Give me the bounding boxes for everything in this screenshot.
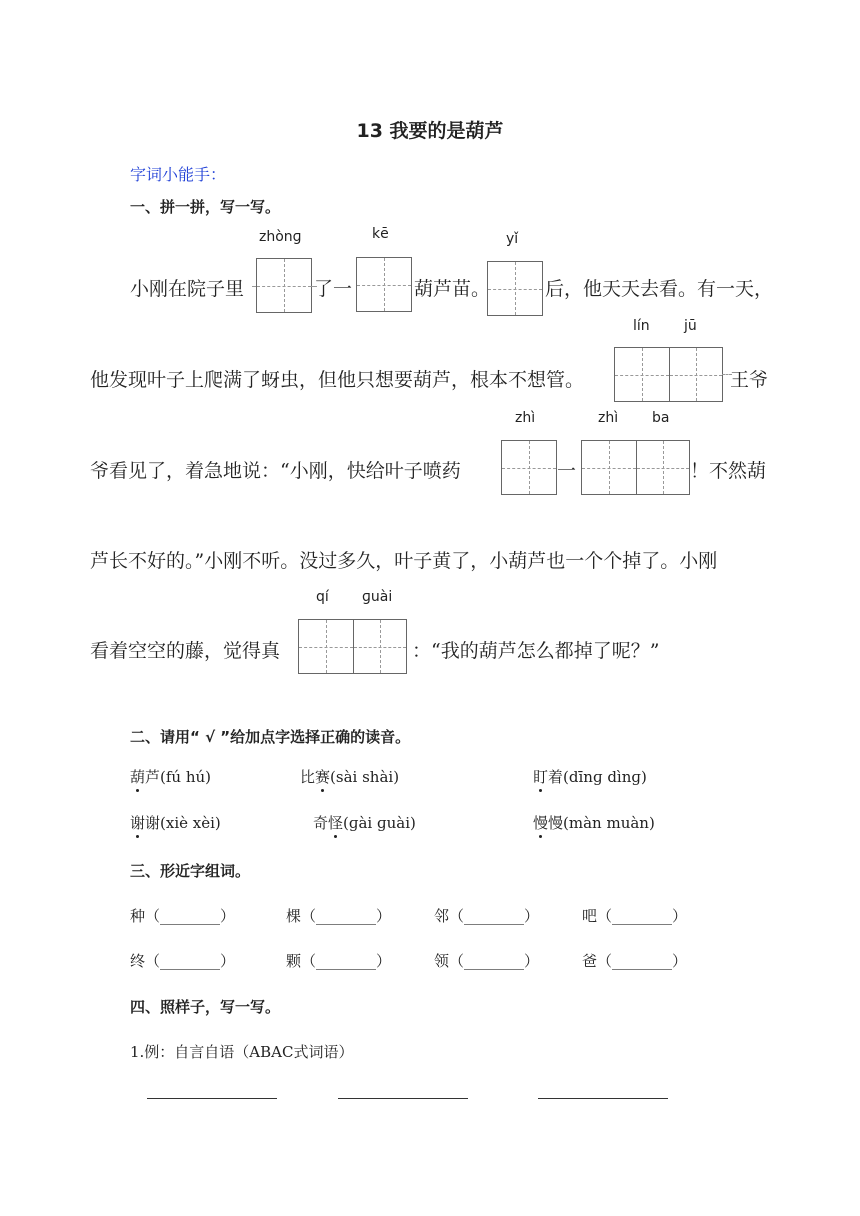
passage-line1-b: 了一 [314, 278, 353, 300]
pinyin-ba: ba [652, 410, 670, 426]
writing-box-linju[interactable] [614, 347, 723, 402]
section2-heading: 二、请用“ √ ”给加点字选择正确的读音。 [130, 728, 411, 746]
passage-line2-a: 他发现叶子上爬满了蚜虫，但他只想要葫芦，根本不想管。 [90, 369, 585, 391]
reading-item[interactable]: 比赛(sài shài) [300, 768, 400, 786]
dotted-char: 怪 [328, 814, 344, 832]
answer-line[interactable] [338, 1098, 468, 1099]
passage-line1-d: 后，他天天去看。有一天， [545, 278, 774, 300]
pinyin-lin: lín [633, 318, 650, 334]
section1-heading: 一、拼一拼，写一写。 [130, 198, 281, 216]
passage-line4: 芦长不好的。”小刚不听。没过多久，叶子黄了，小葫芦也一个个掉了。小刚 [90, 550, 718, 572]
writing-box-qiguai[interactable] [298, 619, 407, 674]
subheading: 字词小能手： [130, 165, 227, 184]
page-title: 13 我要的是葫芦 [356, 120, 504, 142]
passage-line3-c: ！不然葫 [690, 460, 767, 482]
dotted-char: 赛 [315, 768, 331, 786]
passage-line5-a: 看着空空的藤，觉得真 [90, 640, 281, 662]
reading-item[interactable]: 谢谢(xiè xèi) [130, 814, 221, 832]
pinyin-yi: yǐ [506, 231, 519, 247]
answer-line[interactable] [147, 1098, 277, 1099]
pinyin-guai: ɡuài [362, 589, 393, 605]
passage-line5-b: ：“我的葫芦怎么都掉了呢？” [412, 640, 660, 662]
passage-line1-c: 葫芦苗。 [414, 278, 491, 300]
pinyin-ke: kē [372, 226, 389, 242]
reading-item[interactable]: 奇怪(ɡài ɡuài) [313, 814, 416, 832]
section4-heading: 四、照样子，写一写。 [130, 998, 281, 1016]
writing-box-zhiba[interactable] [581, 440, 690, 495]
word-blank[interactable]: 颗（________） [286, 952, 392, 970]
writing-box-zhi-1[interactable] [501, 440, 557, 495]
reading-item[interactable]: 慢慢(màn muàn) [533, 814, 655, 832]
word-blank[interactable]: 邻（________） [434, 907, 540, 925]
word-blank[interactable]: 终（________） [130, 952, 236, 970]
dotted-char: 谢 [130, 814, 146, 832]
passage-line2-b: 王爷 [730, 369, 769, 391]
word-blank[interactable]: 领（________） [434, 952, 540, 970]
dotted-char: 慢 [533, 814, 549, 832]
writing-box-ke[interactable] [356, 257, 412, 312]
pinyin-zhong: zhònɡ [259, 229, 302, 245]
word-blank[interactable]: 棵（________） [286, 907, 392, 925]
passage-line1-a: 小刚在院子里 [130, 278, 245, 300]
pinyin-ju: jū [684, 318, 697, 334]
passage-line3-a: 爷看见了，着急地说：“小刚，快给叶子喷药 [90, 460, 461, 482]
reading-item[interactable]: 盯着(dīnɡ dìnɡ) [533, 768, 647, 786]
reading-item[interactable]: 葫芦(fú hú) [130, 768, 212, 786]
dotted-char: 葫 [130, 768, 146, 786]
passage-line3-b: 一 [557, 460, 577, 482]
writing-box-yi[interactable] [487, 261, 543, 316]
dotted-char: 盯 [533, 768, 549, 786]
answer-line[interactable] [538, 1098, 668, 1099]
pinyin-zhi-1: zhì [515, 410, 536, 426]
writing-box-zhong[interactable] [256, 258, 312, 313]
pinyin-zhi-2: zhì [598, 410, 619, 426]
section3-heading: 三、形近字组词。 [130, 862, 251, 880]
pinyin-qi: qí [316, 589, 329, 605]
word-blank[interactable]: 爸（________） [582, 952, 688, 970]
word-blank[interactable]: 吧（________） [582, 907, 688, 925]
example-line: 1.例：自言自语（ABAC式词语） [130, 1043, 354, 1061]
word-blank[interactable]: 种（________） [130, 907, 236, 925]
